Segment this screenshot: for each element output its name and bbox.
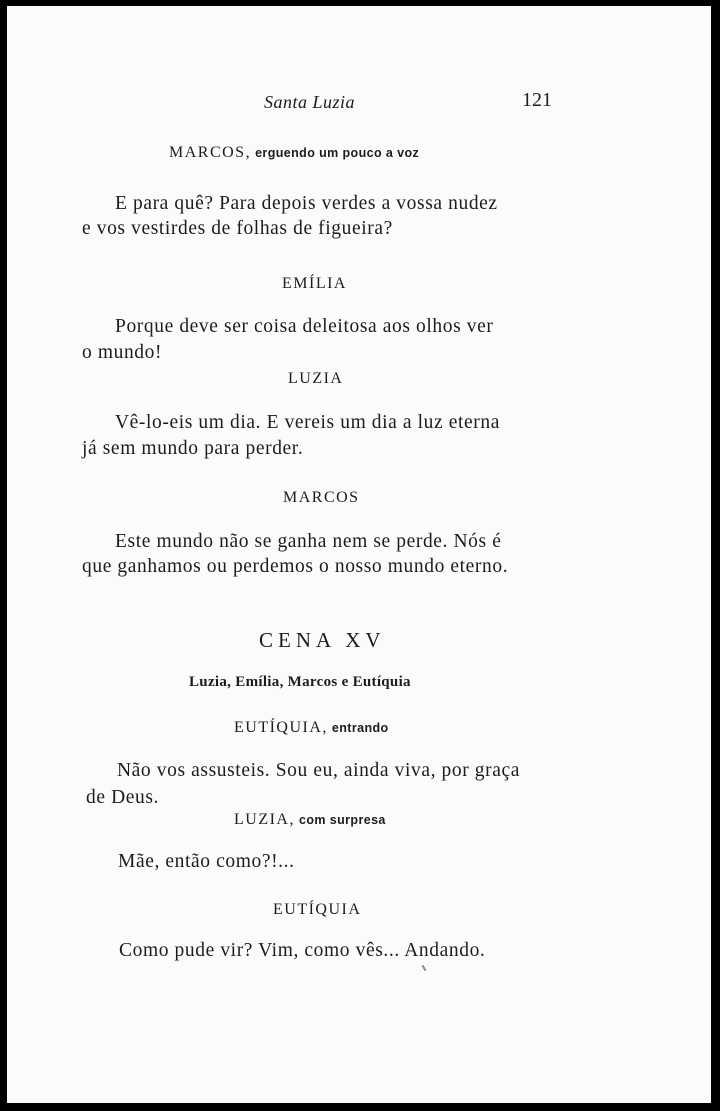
text-line: Não vos assusteis. Sou eu, ainda viva, por graça — [117, 760, 521, 781]
text-line: Mãe, então como?!... — [118, 851, 295, 872]
speaker-heading — [234, 719, 389, 737]
page-number: 121 — [522, 89, 552, 111]
speaker-name: MARCOS, — [169, 144, 252, 161]
text-line: Este mundo não se ganha nem se perde. Nós é — [115, 531, 502, 552]
speaker-name: LUZIA, — [234, 811, 295, 828]
speaker-heading — [234, 811, 386, 829]
speaker-name: EUTÍQUIA — [273, 901, 362, 918]
text-line: de Deus. — [86, 787, 160, 808]
speaker-name: EMÍLIA — [282, 275, 347, 292]
text-line: o mundo! — [82, 342, 163, 363]
speaker-name: MARCOS — [283, 489, 360, 506]
text-line: já sem mundo para perder. — [82, 438, 304, 459]
stage-direction: erguendo um pouco a voz — [255, 146, 420, 160]
text-line: Porque deve ser coisa deleitosa aos olhos ver — [115, 316, 494, 337]
text-line: e vos vestirdes de folhas de figueira? — [82, 218, 393, 239]
text-line: Vê-lo-eis um dia. E vereis um dia a luz eterna — [115, 412, 500, 433]
scene-title: CENA XV — [259, 628, 386, 652]
speaker-name: LUZIA — [288, 370, 344, 387]
text-line: que ganhamos ou perdemos o nosso mundo eterno. — [82, 556, 509, 577]
scene-cast: Luzia, Emília, Marcos e Eutíquia — [189, 674, 411, 690]
book-page — [7, 6, 711, 1103]
text-line: E para quê? Para depois verdes a vossa nudez — [115, 193, 498, 214]
text-line: Como pude vir? Vim, como vês... Andando. — [119, 940, 486, 961]
stage-direction: com surpresa — [298, 813, 386, 827]
running-title: Santa Luzia — [264, 92, 356, 112]
stage-direction: entrando — [331, 721, 389, 735]
speaker-name: EUTÍQUIA, — [234, 719, 328, 736]
speaker-heading — [169, 144, 419, 162]
